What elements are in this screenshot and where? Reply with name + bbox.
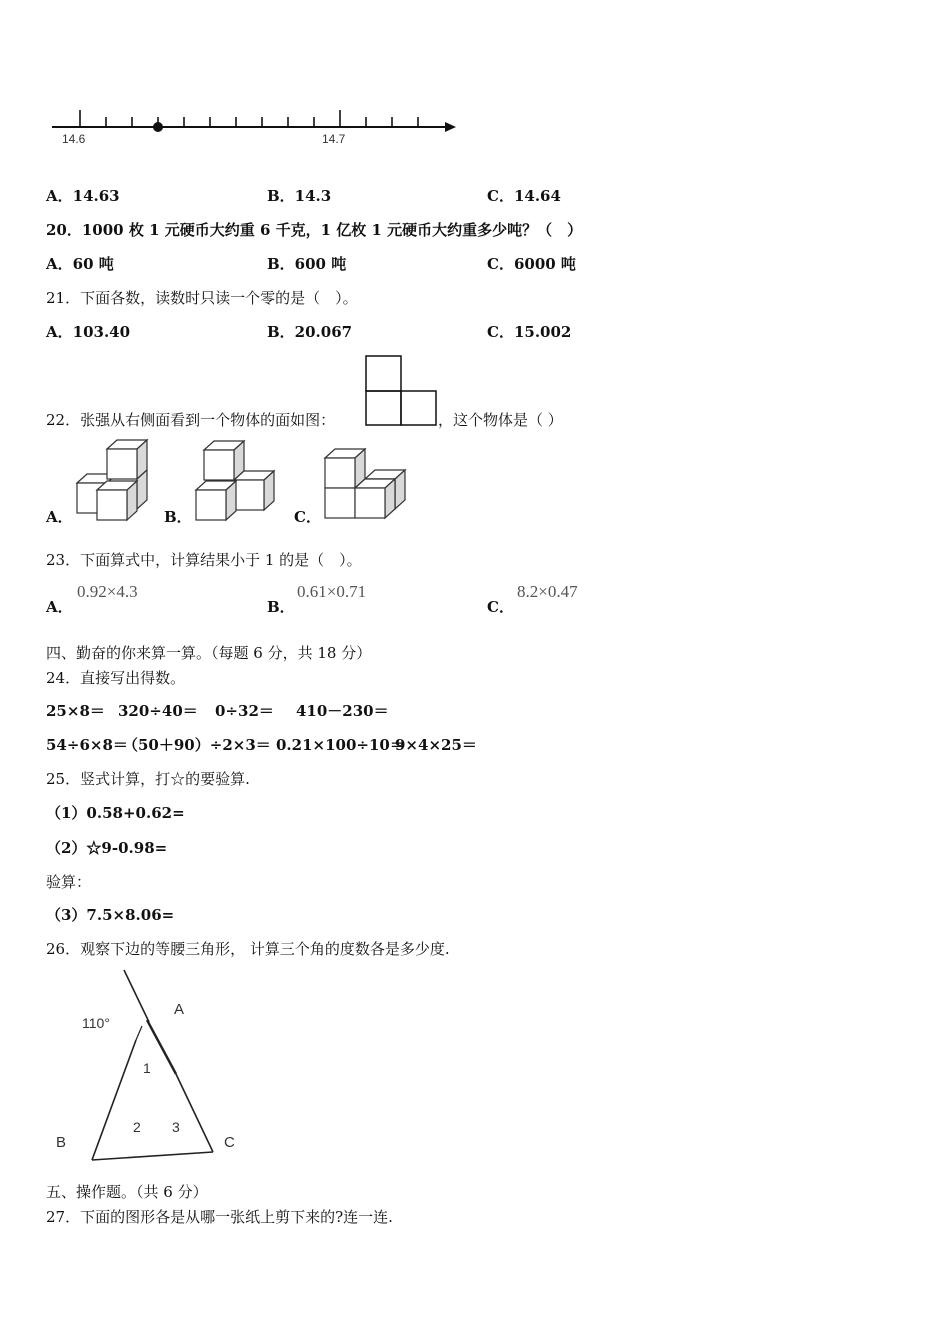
q19-option-c[interactable]: C．14.64 (487, 187, 561, 205)
q22-option-b-label[interactable]: B． (164, 508, 192, 526)
q26-question: 26．观察下边的等腰三角形， 计算三个角的度数各是多少度. (46, 940, 450, 958)
number-line-arrow-icon (445, 122, 456, 132)
number-line-figure (40, 100, 470, 150)
triangle-angle-2: 2 (133, 1119, 141, 1135)
q21-option-a[interactable]: A．103.40 (46, 323, 131, 341)
q24-row1-item: 25×8＝ (46, 702, 105, 720)
q23-option-b-expr: 0.61×0.71 (297, 582, 367, 601)
number-line-left-label: 14.6 (62, 132, 86, 146)
q22-question-suffix: ，这个物体是（ ） (438, 411, 563, 429)
triangle-angle-label: 110° (82, 1015, 110, 1031)
q24-row2-item: 54÷6×8＝ (46, 736, 128, 754)
q22-side-view-figure (364, 354, 440, 428)
q25-question: 25．竖式计算，打☆的要验算. (46, 770, 250, 788)
q21-question: 21．下面各数，读数时只读一个零的是（ ）。 (46, 289, 358, 307)
q22-option-b-cubes[interactable] (192, 438, 278, 524)
triangle-vertex-c: C (224, 1134, 235, 1151)
q24-row2-item: 0.21×100÷10＝ (276, 736, 405, 754)
q20-option-a[interactable]: A．60 吨 (46, 255, 114, 273)
q21-option-c[interactable]: C．15.002 (487, 323, 572, 341)
q24-row1-item: 0÷32＝ (215, 702, 274, 720)
q21-option-b[interactable]: B．20.067 (267, 323, 353, 341)
q25-item-3: （3）7.5×8.06= (46, 906, 175, 924)
q27-question: 27．下面的图形各是从哪一张纸上剪下来的?连一连. (46, 1208, 393, 1226)
q25-verify-label: 验算： (46, 873, 92, 891)
q26-triangle-figure (46, 962, 256, 1172)
q22-option-a-cubes[interactable] (72, 438, 154, 524)
q23-option-a-label[interactable]: A． (46, 598, 73, 616)
triangle-vertex-a: A (174, 1001, 185, 1018)
q22-question-prefix: 22．张强从右侧面看到一个物体的面如图： (46, 411, 336, 429)
q24-row1-item: 410－230＝ (296, 702, 389, 720)
section5-title: 五、操作题。（共 6 分） (46, 1183, 208, 1201)
triangle-extension-line (124, 970, 149, 1022)
q20-option-c[interactable]: C．6000 吨 (487, 255, 576, 273)
number-line-right-label: 14.7 (322, 132, 346, 146)
q23-option-b-label[interactable]: B． (267, 598, 295, 616)
q25-item-2: （2）☆9-0.98= (46, 839, 168, 857)
q22-option-c-label[interactable]: C． (294, 508, 321, 526)
q19-option-a[interactable]: A．14.63 (46, 187, 120, 205)
q23-option-c-expr: 8.2×0.47 (517, 582, 578, 601)
triangle-angle-3: 3 (172, 1119, 180, 1135)
q24-row2-item: 9×4×25＝ (395, 736, 477, 754)
q23-question: 23．下面算式中，计算结果小于 1 的是（ ）。 (46, 551, 362, 569)
q20-option-b[interactable]: B．600 吨 (267, 255, 347, 273)
q24-question: 24．直接写出得数。 (46, 669, 186, 687)
q22-option-a-label[interactable]: A． (46, 508, 73, 526)
q24-row2-item: （50＋90）÷2×3＝ (123, 736, 271, 754)
q23-option-a-expr: 0.92×4.3 (77, 582, 138, 601)
q19-option-b[interactable]: B．14.3 (267, 187, 332, 205)
q25-item-1: （1）0.58+0.62= (46, 804, 185, 822)
q20-question: 20．1000 枚 1 元硬币大约重 6 千克，1 亿枚 1 元硬币大约重多少吨？（ ） (46, 221, 583, 239)
q22-option-c-cubes[interactable] (320, 446, 410, 524)
q24-row1-item: 320÷40＝ (118, 702, 198, 720)
number-line-point (153, 122, 163, 132)
section4-title: 四、勤奋的你来算一算。（每题 6 分，共 18 分） (46, 644, 372, 662)
triangle-vertex-b: B (56, 1134, 67, 1151)
triangle-angle-1: 1 (143, 1060, 151, 1076)
number-line-ticks (80, 110, 418, 127)
q23-option-c-label[interactable]: C． (487, 598, 514, 616)
